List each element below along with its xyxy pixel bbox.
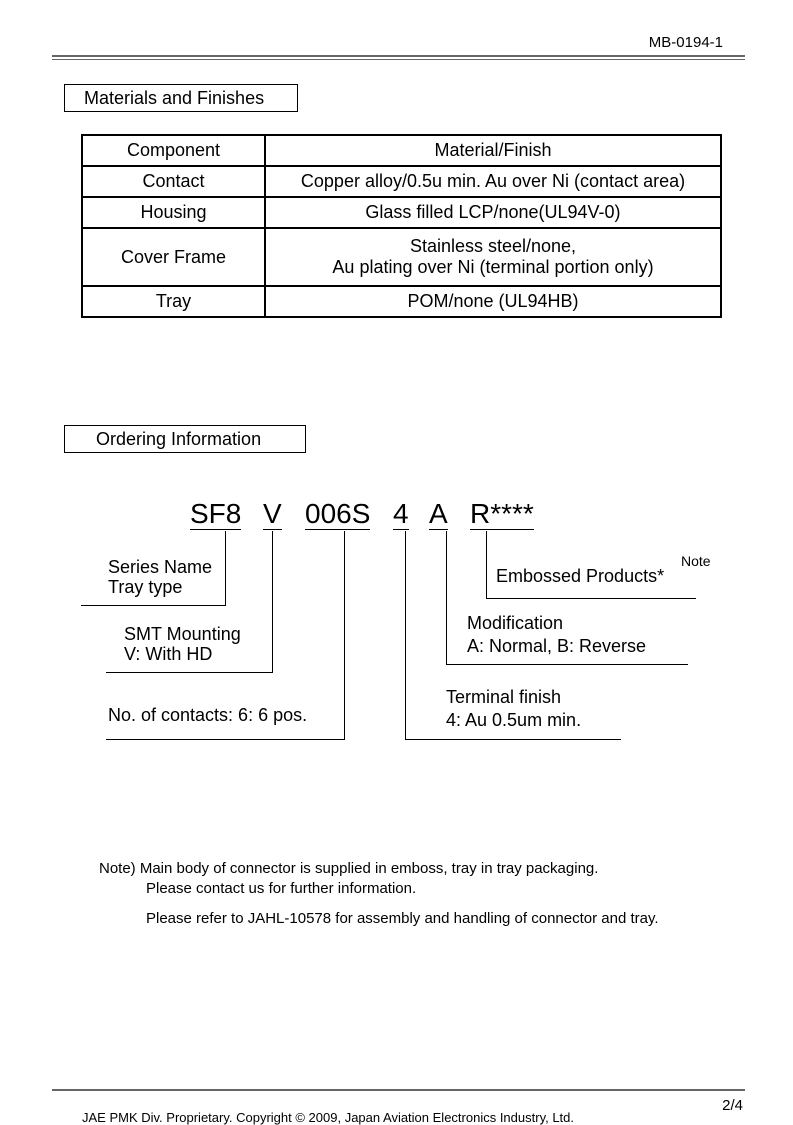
note-reference: Note (681, 553, 711, 569)
part-number-mounting: V (263, 498, 282, 529)
part-number-contacts: 006S (305, 498, 371, 529)
leader-line-series-h (81, 605, 226, 606)
leader-line-embossed (486, 531, 487, 599)
document-number: MB-0194-1 (648, 34, 723, 51)
contacts-label: No. of contacts: 6: 6 pos. (108, 705, 308, 725)
component-cell: Tray (82, 286, 265, 317)
material-cell (265, 228, 721, 286)
note-line-2: Please contact us for further information. (146, 880, 417, 897)
series-name-label: Series Name Tray type (108, 557, 213, 597)
leader-line-modification-h (446, 664, 688, 665)
component-cell: Cover Frame (82, 228, 265, 286)
page-number: 2/4 (722, 1097, 743, 1114)
note-line-1: Note) Main body of connector is supplied in emboss, tray in tray packaging. (99, 860, 599, 877)
materials-section-title: Materials and Finishes (64, 84, 298, 112)
header-rule-thin (52, 59, 745, 60)
table-row (82, 197, 721, 228)
header-rule (52, 55, 745, 57)
smt-mounting-label: SMT Mounting V: With HD (124, 624, 241, 664)
column-header-material: Material/Finish (265, 135, 721, 166)
component-cell: Contact (82, 166, 265, 197)
part-number-modification: A (429, 498, 448, 529)
table-row (82, 228, 721, 286)
leader-line-modification (446, 531, 447, 665)
material-cell: POM/none (UL94HB) (265, 286, 721, 317)
leader-line-mounting (272, 531, 273, 673)
part-number-embossed: R**** (470, 498, 534, 529)
leader-line-mounting-h (106, 672, 273, 673)
material-cell-line-1: Stainless steel/none, (409, 236, 577, 256)
material-cell-line-2: Au plating over Ni (terminal portion only) (332, 257, 654, 277)
note-line-3: Please refer to JAHL-10578 for assembly and handling of connector and tray. (146, 910, 659, 927)
column-header-component: Component (82, 135, 265, 166)
table-header-row (82, 135, 721, 166)
material-cell: Glass filled LCP/none(UL94V-0) (265, 197, 721, 228)
materials-table (81, 134, 722, 318)
modification-label: Modification A: Normal, B: Reverse (467, 613, 647, 656)
leader-line-terminal (405, 531, 406, 740)
copyright-notice: JAE PMK Div. Proprietary. Copyright © 2009, Japan Aviation Electronics Industry, Ltd. (82, 1110, 575, 1125)
ordering-section-title: Ordering Information (64, 425, 306, 453)
leader-line-contacts (344, 531, 345, 740)
leader-line-contacts-h (106, 739, 345, 740)
leader-line-series (225, 531, 226, 606)
footer-rule (52, 1089, 745, 1091)
component-cell: Housing (82, 197, 265, 228)
table-row (82, 286, 721, 317)
part-number-series: SF8 (190, 498, 242, 529)
material-cell: Copper alloy/0.5u min. Au over Ni (contact area) (265, 166, 721, 197)
embossed-label: Embossed Products* (496, 566, 665, 586)
terminal-finish-label: Terminal finish 4: Au 0.5um min. (446, 687, 582, 730)
part-number-terminal: 4 (393, 498, 409, 529)
table-row (82, 166, 721, 197)
leader-line-embossed-h (486, 598, 696, 599)
leader-line-terminal-h (405, 739, 621, 740)
